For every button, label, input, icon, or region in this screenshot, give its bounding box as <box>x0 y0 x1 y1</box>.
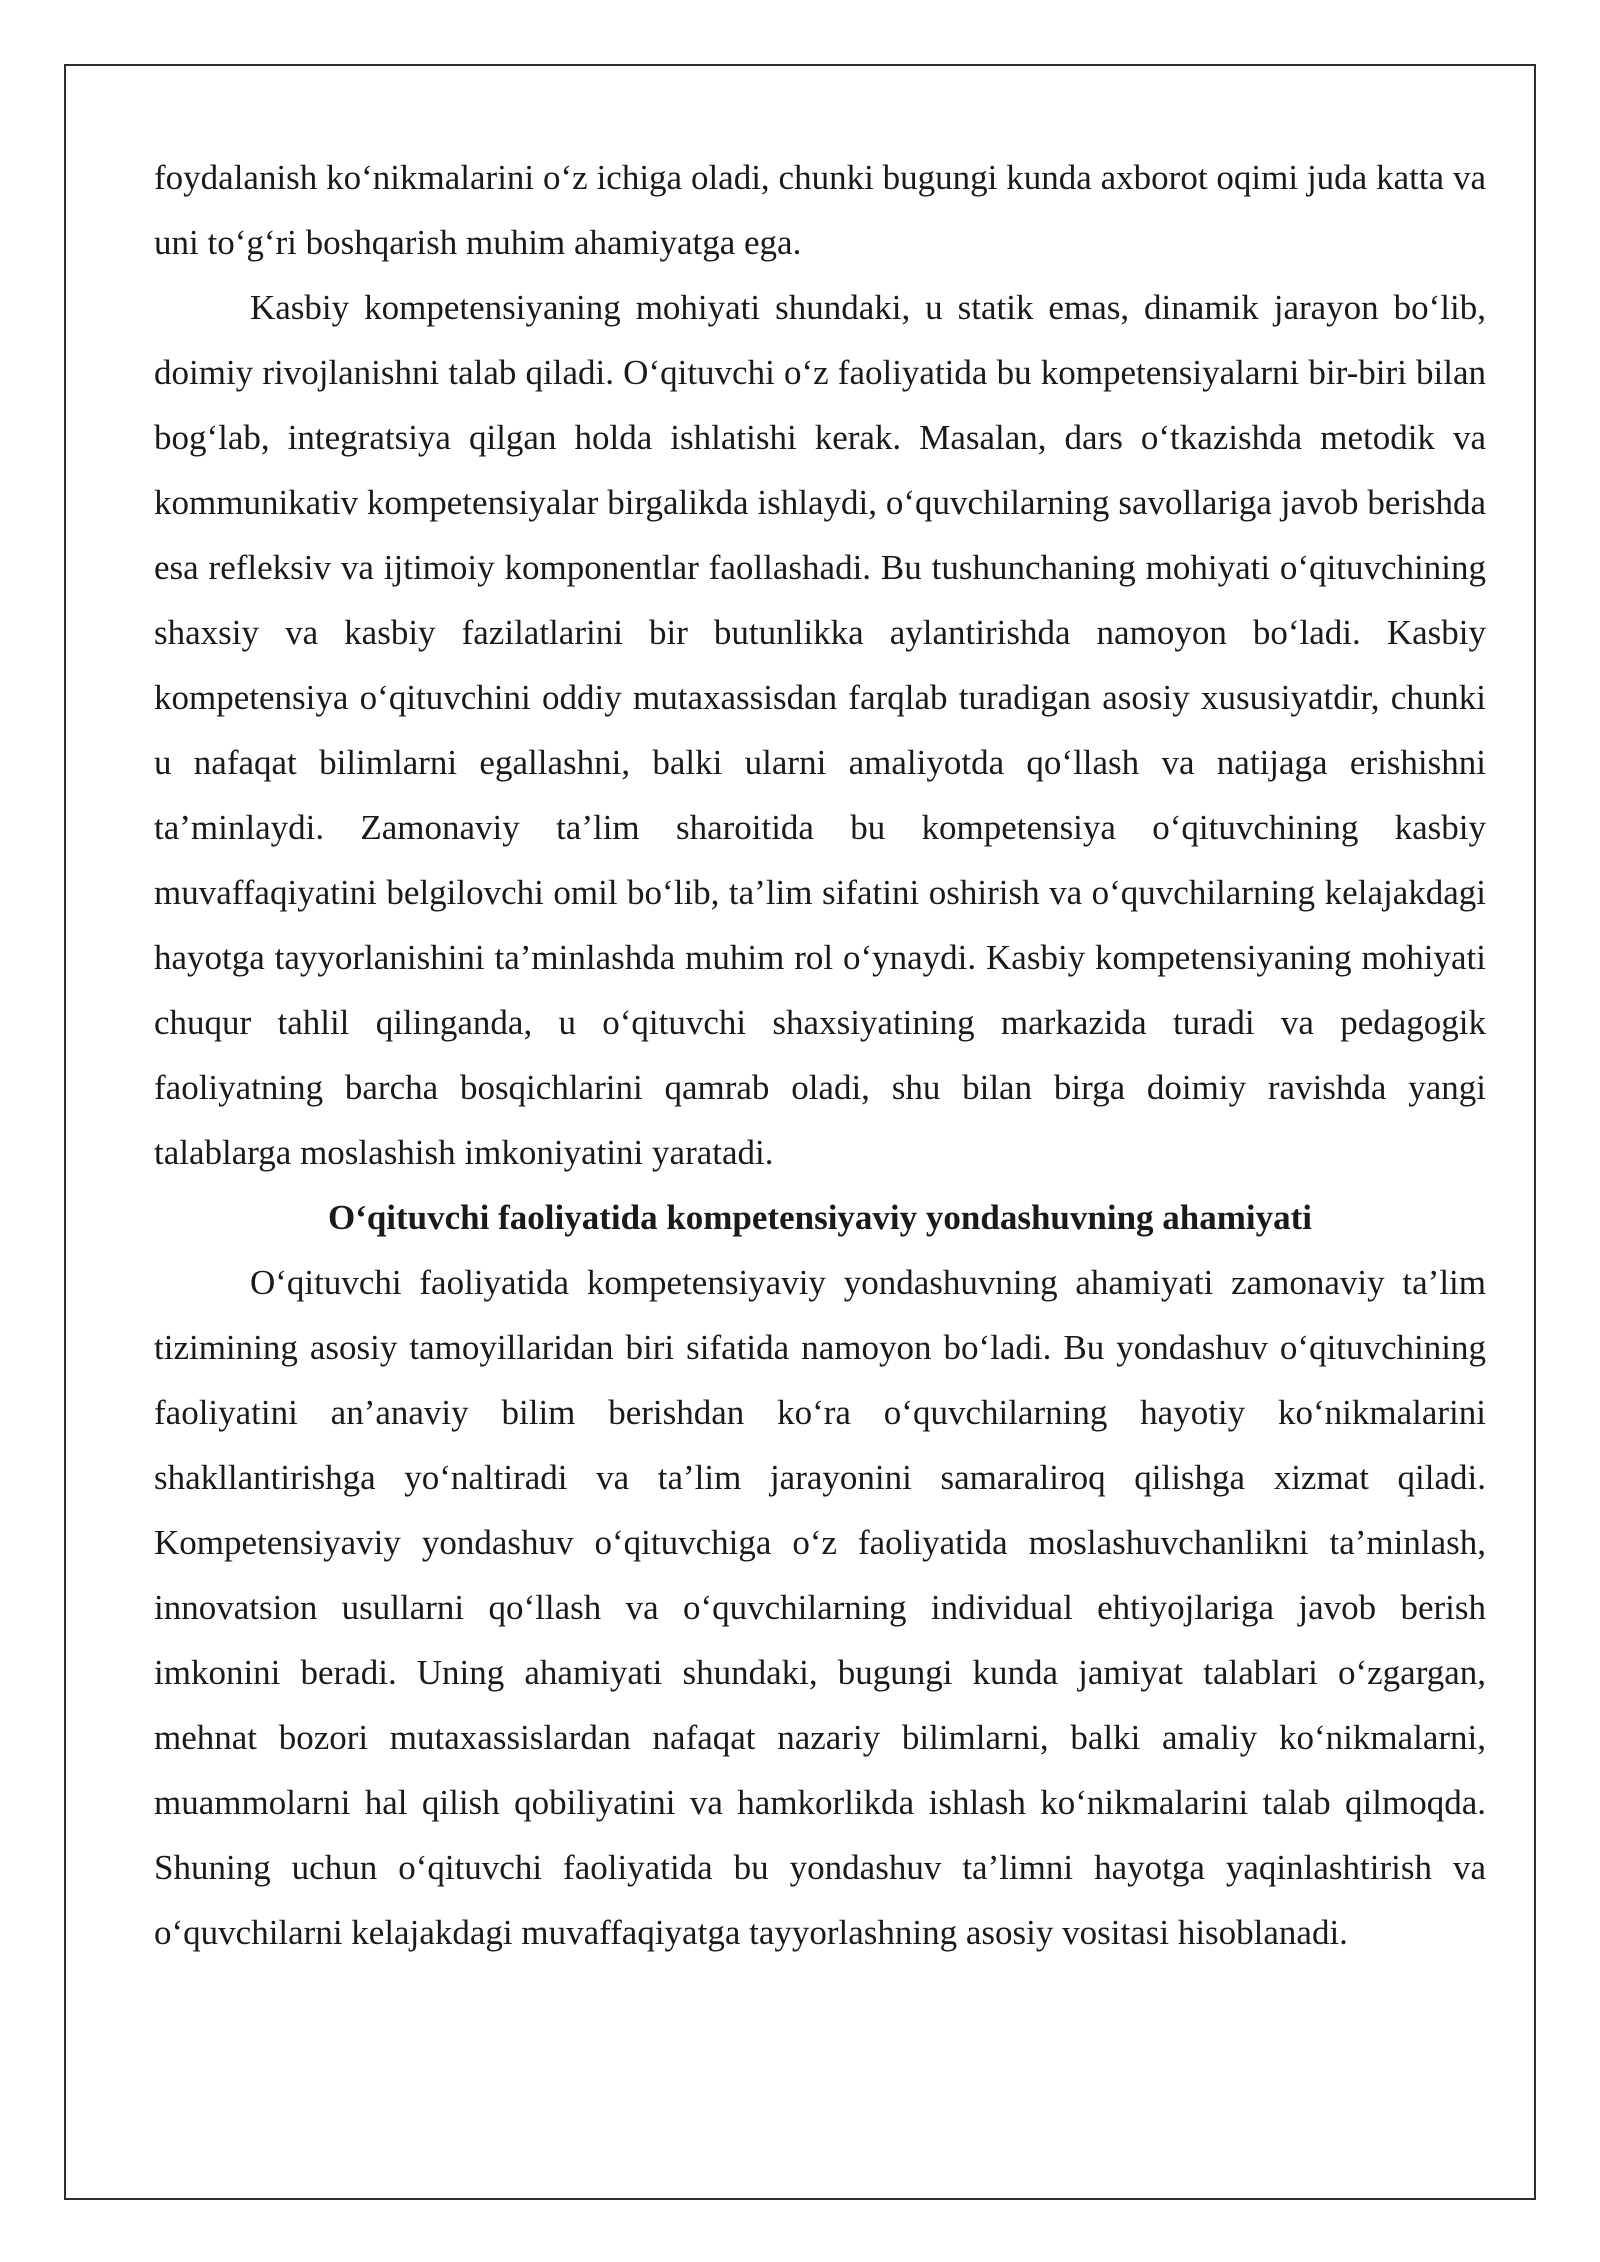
section-heading: O‘qituvchi faoliyatida kompetensiyaviy yondashuvning ahamiyati <box>327 1198 1313 1237</box>
document-body <box>154 145 1486 1965</box>
paragraph-continuation: foydalanish ko‘nikmalarini o‘z ichiga oladi, chunki bugungi kunda axborot oqimi juda katta va uni to‘g‘ri boshqarish muhim ahamiyatga ega. <box>154 158 1486 262</box>
paragraph-kompetensiyaviy-yondashuv: O‘qituvchi faoliyatida kompetensiyaviy yondashuvning ahamiyati zamonaviy ta’lim tizimining asosiy tamoyillaridan biri sifatida namoyon bo‘ladi. Bu yondashuv o‘qituvchining faoliyatini an’anaviy bilim berishdan ko‘ra o‘quvchilarning hayotiy ko‘nikmalarini shakllantirishga yo‘naltiradi va ta’lim jarayonini samaraliroq qilishga xizmat qiladi. Kompetensiyaviy yondashuv o‘qituvchiga o‘z faoliyatida moslashuvchanlikni ta’minlash, innovatsion usullarni qo‘llash va o‘quvchilarning individual ehtiyojlariga javob berish imkonini beradi. Uning ahamiyati shundaki, bugungi kunda jamiyat talablari o‘zgargan, mehnat bozori mutaxassislardan nafaqat nazariy bilimlarni, balki amaliy ko‘nikmalarni, muammolarni hal qilish qobiliyatini va hamkorlikda ishlash ko‘nikmalarini talab qilmoqda. Shuning uchun o‘qituvchi faoliyatida bu yondashuv ta’limni hayotga yaqinlashtirish va o‘quvchilarni kelajakdagi muvaffaqiyatga tayyorlashning asosiy vositasi hisoblanadi. <box>154 1263 1486 1952</box>
paragraph-kasbiy-kompetensiya: Kasbiy kompetensiyaning mohiyati shundaki, u statik emas, dinamik jarayon bo‘lib, doimiy rivojlanishni talab qiladi. O‘qituvchi o‘z faoliyatida bu kompetensiyalarni bir-biri bilan bog‘lab, integratsiya qilgan holda ishlatishi kerak. Masalan, dars o‘tkazishda metodik va kommunikativ kompetensiyalar birgalikda ishlaydi, o‘quvchilarning savollariga javob berishda esa refleksiv va ijtimoiy komponentlar faollashadi. Bu tushunchaning mohiyati o‘qituvchining shaxsiy va kasbiy fazilatlarini bir butunlikka aylantirishda namoyon bo‘ladi. Kasbiy kompetensiya o‘qituvchini oddiy mutaxassisdan farqlab turadigan asosiy xususiyatdir, chunki u nafaqat bilimlarni egallashni, balki ularni amaliyotda qo‘llash va natijaga erishishni ta’minlaydi. Zamonaviy ta’lim sharoitida bu kompetensiya o‘qituvchining kasbiy muvaffaqiyatini belgilovchi omil bo‘lib, ta’lim sifatini oshirish va o‘quvchilarning kelajakdagi hayotga tayyorlanishini ta’minlashda muhim rol o‘ynaydi. Kasbiy kompetensiyaning mohiyati chuqur tahlil qilinganda, u o‘qituvchi shaxsiyatining markazida turadi va pedagogik faoliyatning barcha bosqichlarini qamrab oladi, shu bilan birga doimiy ravishda yangi talablarga moslashish imkoniyatini yaratadi. <box>154 288 1486 1172</box>
